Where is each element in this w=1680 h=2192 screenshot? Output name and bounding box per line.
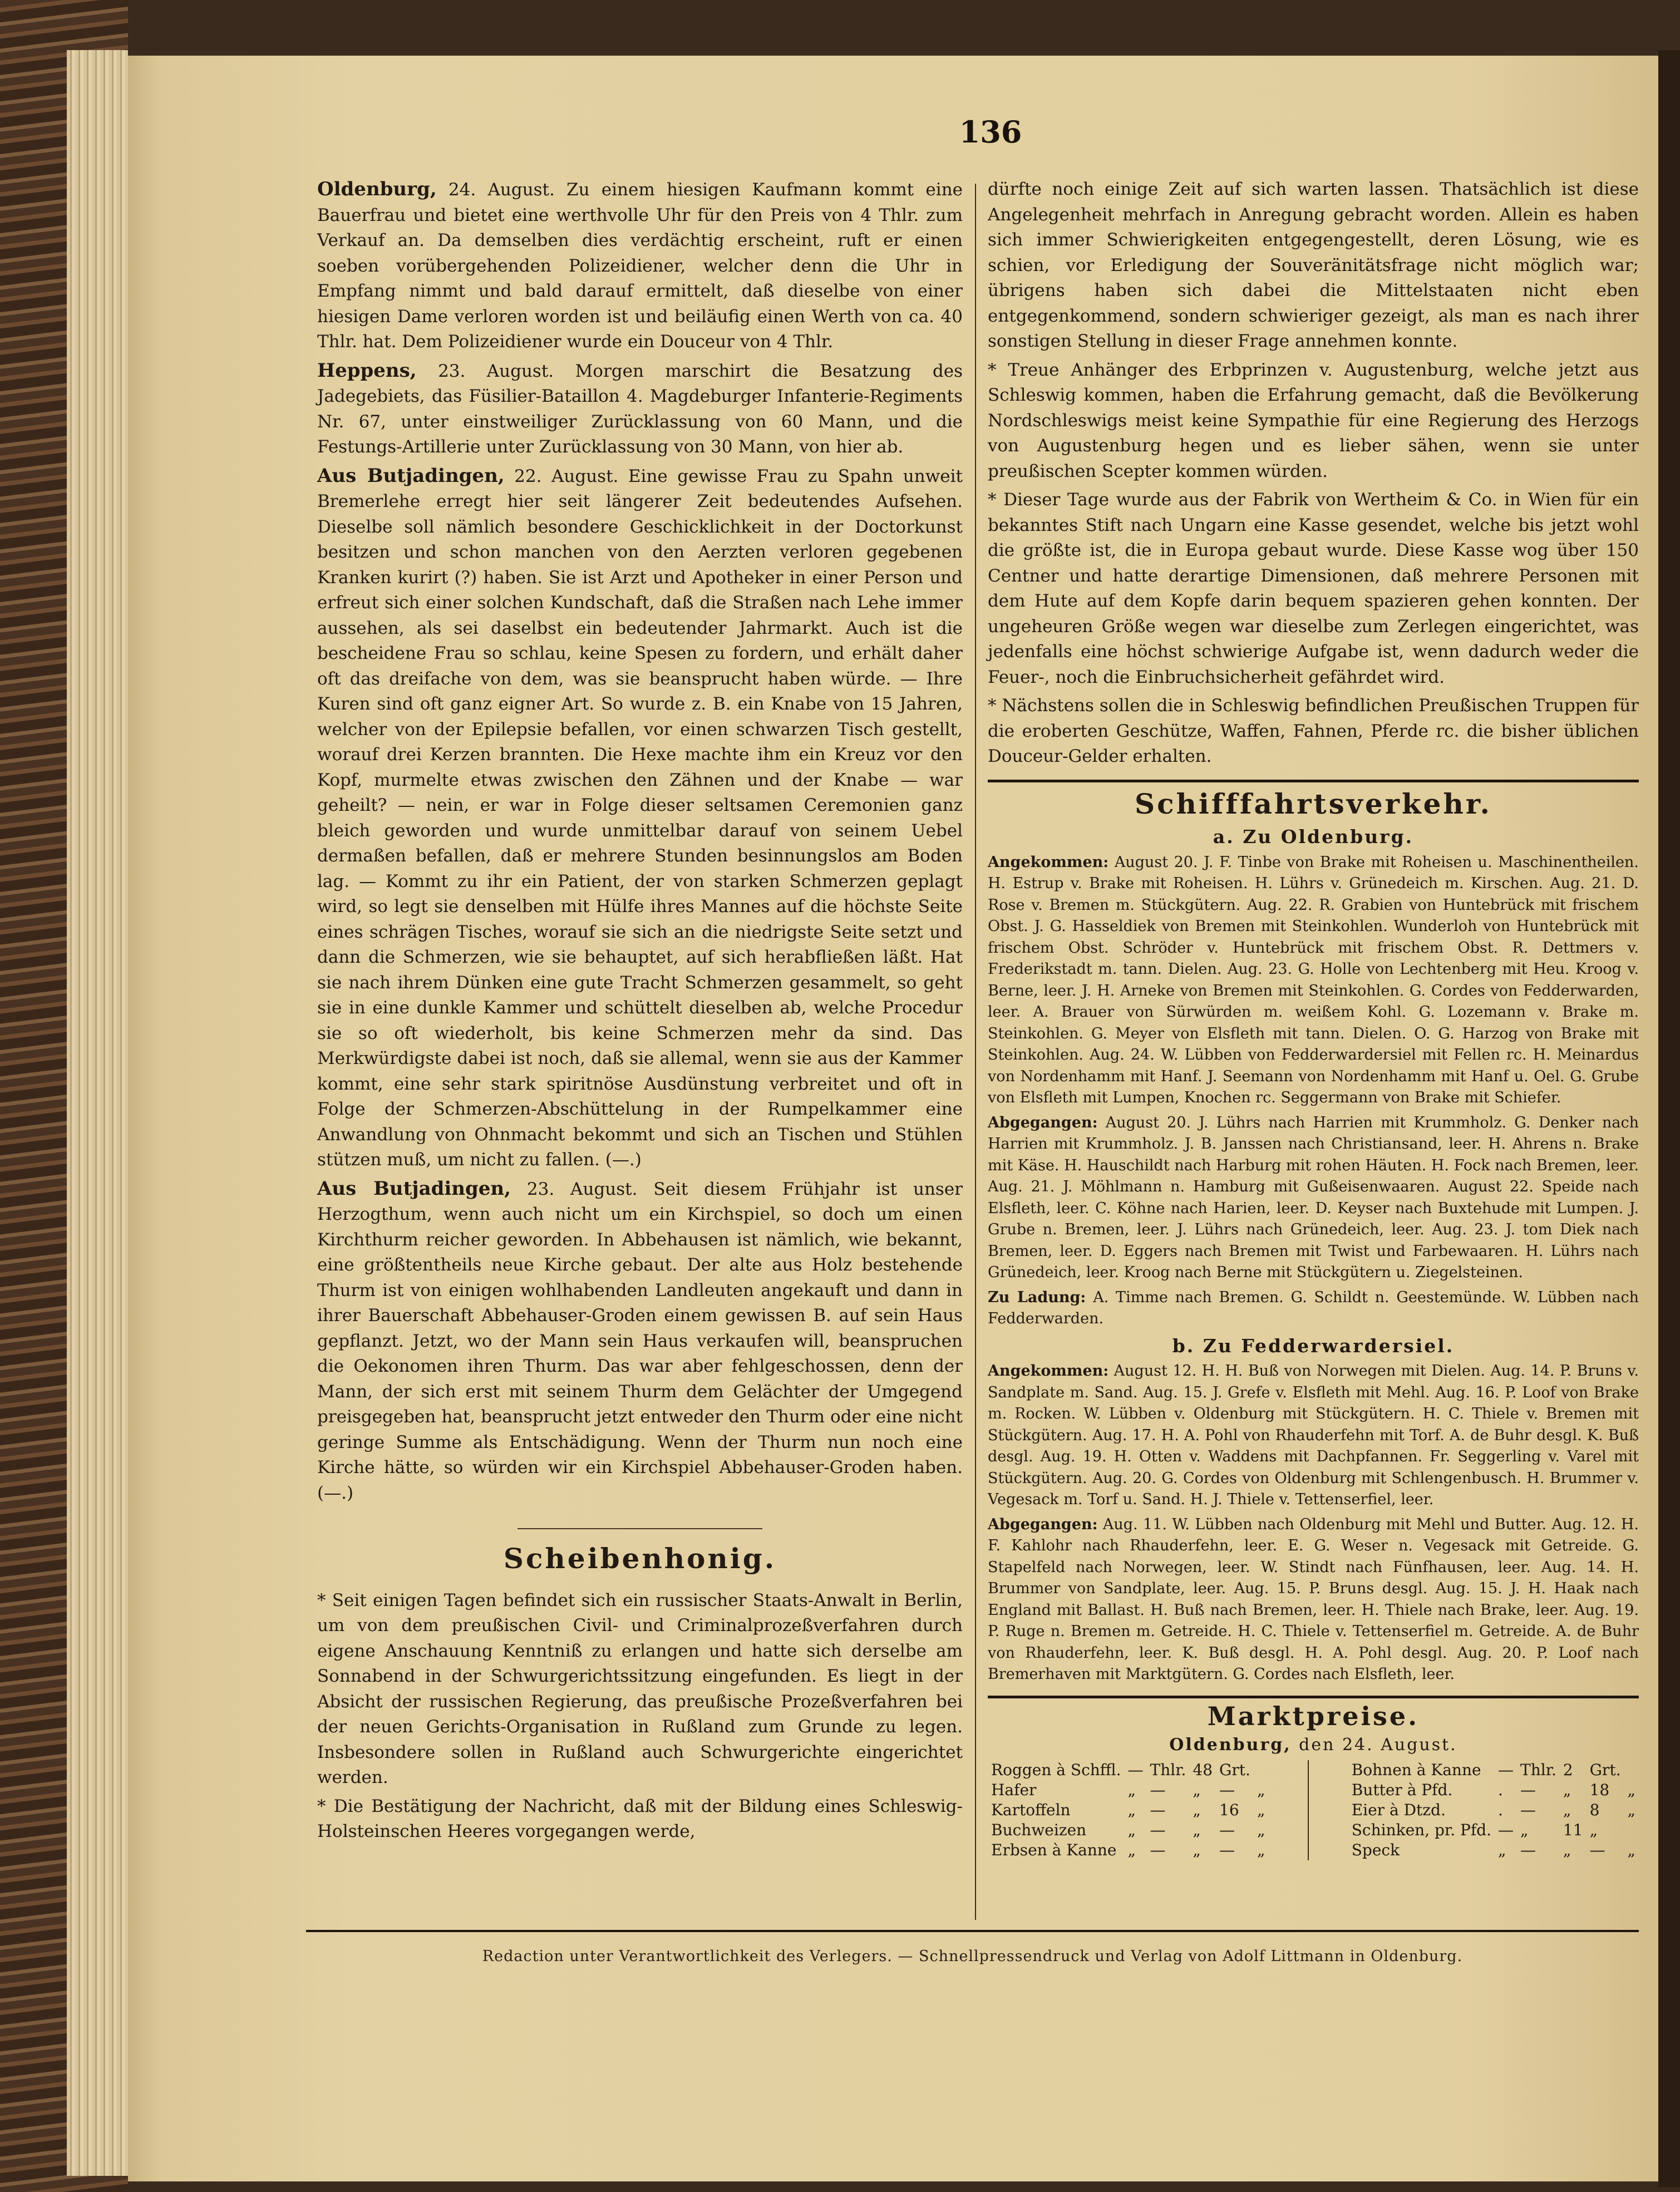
price-cell: „ (1127, 1840, 1136, 1859)
price-cell: Bohnen à Kanne (1351, 1760, 1481, 1779)
price-cell: — (1219, 1780, 1235, 1799)
price-cell: „ (1563, 1780, 1571, 1799)
ornament-separator (518, 1528, 762, 1529)
subsection-fedderwardersiel: b. Zu Fedderwardersiel. (1172, 1334, 1455, 1357)
article-butjadingen-1 (317, 464, 963, 1173)
price-cell: — (1127, 1760, 1144, 1779)
price-cell: Grt. (1219, 1760, 1250, 1779)
news-item: * Nächstens sollen die in Schleswig befindlichen Preußischen Truppen für die eroberten Geschütze, Waffen, Fahnen, Pferde rc. die bisher üblichen Douceur-Gelder erhalten. (988, 696, 1639, 766)
market-date: den 24. August. (1299, 1735, 1457, 1755)
price-row (1348, 1840, 1639, 1860)
label-loading: Zu Ladung: (988, 1288, 1086, 1306)
label-arrived: Angekommen: (988, 1362, 1109, 1380)
price-cell: „ (1257, 1820, 1265, 1839)
price-cell: Thlr. (1520, 1760, 1556, 1779)
news-item: dürfte noch einige Zeit auf sich warten lassen. Thatsächlich ist diese Angelegenheit mehrfach in Anregung gebracht worden. Allein es haben sich immer Schwierigkeiten entgegengestellt, deren Lösung, wie es schien, vor Erledigung der Souveränitätsfrage nicht möglich war; übrigens haben sich dabei die Mittelstaaten nicht eben entgegenkommend, sondern schwieriger gezeigt, als man es nach ihrer sonstigen Stellung in dieser Frage annehmen konnte. (988, 179, 1639, 351)
page-edges (67, 50, 128, 2176)
news-item: * Die Bestätigung der Nachricht, daß mit der Bildung eines Schleswig-Holsteinschen Heeres vorgegangen werde, (317, 1796, 963, 1841)
price-cell: „ (1520, 1820, 1529, 1839)
price-cell: — (1520, 1780, 1536, 1799)
price-cell: 16 (1219, 1800, 1239, 1819)
price-cell: — (1589, 1840, 1605, 1859)
price-cell: „ (1193, 1820, 1201, 1839)
article-butjadingen-2 (317, 1176, 963, 1506)
price-cell: Hafer (991, 1780, 1037, 1799)
departures-list: Aug. 11. W. Lübben nach Oldenburg mit Mehl und Butter. Aug. 12. H. F. Kahlohr nach Rhauderfehn, leer. E. G. Weser n. Vegesack mit Getreide. G. Stapelfeld nach Norwegen, leer. W. Stindt nach Fünfhausen, leer. Aug. 14. H. Brummer von Sandplate, leer. Aug. 15. P. Bruns desgl. Aug. 15. J. H. Haak nach England mit Ballast. H. Buß nach Bremen, leer. H. Thiele nach Brake, leer. Aug. 19. P. Ruge n. Bremen m. Getreide. H. C. Thiele v. Tettenserfiel m. Getreide. A. de Buhr von Rhauderfehn, leer. K. Buß desgl. H. A. Pohl desgl. Aug. 20. P. Loof nach Bremerhaven mit Marktgütern. G. Cordes nach Elsfleth, leer. (988, 1515, 1639, 1683)
left-column (317, 177, 963, 1848)
price-row (988, 1760, 1268, 1780)
article-heppens (317, 358, 963, 460)
price-cell: — (1150, 1840, 1166, 1859)
price-cell: „ (1193, 1780, 1201, 1799)
price-cell: — (1219, 1820, 1235, 1839)
price-table-left (988, 1760, 1268, 1860)
arrivals-list: August 12. H. H. Buß von Norwegen mit Dielen. Aug. 14. P. Bruns v. Sandplate m. Sand. Aug. 15. J. Grefe v. Elsfleth mit Mehl. Aug. 16. P. Loof von Brake m. Rocken. W. Lübben v. Oldenburg mit Stückgütern. H. C. Thiele v. Bremen mit Stückgütern. Aug. 17. H. A. Pohl von Rhauderfehn mit Torf. A. de Buhr desgl. K. Buß desgl. Aug. 19. H. Otten v. Waddens mit Dachpfannen. Fr. Seggerling v. Varel mit Stückgütern. Aug. 20. G. Cordes von Oldenburg mit Schlengenbusch. H. Brummer v. Vegesack m. Torf u. Sand. H. J. Thiele v. Tettenserfiel, leer. (988, 1362, 1639, 1508)
departures-list: August 20. J. Lührs nach Harrien mit Krummholz. G. Denker nach Harrien mit Krummholz. J. B. Janssen nach Christiansand, leer. H. Ahrens n. Brake mit Käse. H. Hauschildt nach Harburg mit rohen Häuten. H. Fock nach Bremen, leer. Aug. 21. J. Möhlmann n. Hamburg mit Gußeisenwaaren. August 22. Speide nach Elsfleth, leer. C. Köhne nach Harien, leer. D. Keyser nach Buxtehude mit Lumpen. J. Grube n. Bremen, leer. J. Lührs nach Grünedeich, leer. Aug. 23. J. tom Diek nach Bremen, leer. D. Eggers nach Bremen mit Twist und Farbewaaren. H. Lührs nach Grünedeich, leer. Kroog nach Berne mit Stückgütern u. Ziegelsteinen. (988, 1114, 1639, 1281)
price-cell: 8 (1589, 1800, 1600, 1819)
price-cell: „ (1127, 1800, 1136, 1819)
article-heading: Heppens, (317, 359, 417, 382)
price-table-right (1348, 1760, 1639, 1860)
price-cell: 2 (1563, 1760, 1573, 1779)
price-cell: Butter à Pfd. (1351, 1780, 1453, 1799)
article-heading: Oldenburg, (317, 178, 437, 200)
page-border (1658, 50, 1680, 2187)
price-cell: Schinken, pr. Pfd. (1351, 1820, 1492, 1839)
shipping-fedderwardersiel (988, 1361, 1639, 1686)
price-row (988, 1800, 1268, 1820)
book-spine (0, 0, 128, 2192)
article-text: 23. August. Seit diesem Frühjahr ist unser Herzogthum, wenn auch nicht um ein Kirchspiel, so doch um einen Kirchthurm reicher geworden. In Abbehausen ist nämlich, wie bekannt, eine größtentheils neue Kirche gebaut. Der alte aus Holz bestehende Thurm ist von einigen wohlhabenden Landleuten angekauft und dann in ihrer Bauerschaft Abbehauser-Groden einem gewissen B. auf sein Haus gepflanzt. Jetzt, wo der Mann sein Haus verkaufen will, beanspruchen die Oekonomen ihren Thurm. Das war aber fehlgeschossen, denn der Mann, der sich erst mit seinem Thurm dem Gelächter der Umgegend preisgegeben hat, beansprucht jetzt entweder den Thurm oder eine nicht geringe Summe als Entschädigung. Wenn der Thurm nun noch eine Kirche hätte, so würden wir ein Kirchspiel Abbehauser-Groden haben. (—.) (317, 1179, 963, 1503)
price-row (988, 1840, 1268, 1860)
price-cell: „ (1127, 1820, 1136, 1839)
market-place: Oldenburg, (1169, 1735, 1292, 1755)
price-row (1348, 1820, 1639, 1840)
price-row (1348, 1780, 1639, 1800)
article-heading: Aus Butjadingen, (317, 464, 505, 487)
price-row (1348, 1800, 1639, 1820)
section-title-shipping: Schifffahrtsverkehr. (1135, 787, 1492, 820)
table-divider (1308, 1760, 1309, 1860)
price-cell: Erbsen à Kanne (991, 1840, 1117, 1859)
price-cell: Roggen à Schffl. (991, 1760, 1121, 1779)
loading-list: A. Timme nach Bremen. G. Schildt n. Geestemünde. W. Lübben nach Fedderwarden. (988, 1288, 1639, 1327)
price-cell: — (1520, 1800, 1536, 1819)
article-heading: Aus Butjadingen, (317, 1177, 511, 1200)
section-rule (988, 1696, 1639, 1698)
article-text: 22. August. Eine gewisse Frau zu Spahn unweit Bremerlehe erregt hier seit längerer Zeit bedeutendes Aufsehen. Dieselbe soll nämlich besondere Geschicklichkeit in der Doctorkunst besitzen und schon manchen von den Aerzten verloren gegebenen Kranken kurirt (?) haben. Sie ist Arzt und Apotheker in einer Person und erfreut sich einer solchen Kundschaft, daß die Straßen nach Lehe immer aussehen, als sei daselbst ein bedeutender Jahrmarkt. Auch ist die bescheidene Frau so schlau, keine Spesen zu fordern, und erhält daher oft das dreifache von dem, was sie beansprucht haben würde. — Ihre Kuren sind oft ganz eigner Art. So wurde z. B. ein Knabe von 15 Jahren, welcher von der Epilepsie befallen, vor einen schwarzen Tisch gestellt, worauf drei Kerzen brannten. Die Hexe machte ihm ein Kreuz vor den Kopf, murmelte etwas zwischen den Zähnen und der Knabe — war geheilt? — nein, er war in Folge dieser seltsamen Ceremonien ganz bleich geworden und wurde unmittelbar darauf von seinem Uebel dermaßen befallen, daß er mehrere Stunden besinnungslos am Boden lag. — Kommt zu ihr ein Patient, der von starken Schmerzen geplagt wird, so legt sie denselben mit Hülfe ihres Mannes auf die höchste Seite eines schrägen Tisches, worauf sie sich an die niedrigste Seite setzt und dann die Schmerzen, wie sie behauptet, auf sich herabfließen läßt. Hat sie nach ihrem Dünken eine gute Tracht Schmerzen gesammelt, so geht sie in eine dunkle Kammer und schüttelt dieselben ab, welche Procedur sie so oft wiederholt, bis keine Schmerzen mehr da sind. Das Merkwürdigste dabei ist noch, daß sie allemal, wenn sie aus der Kammer kommt, eine sehr stark spiritnöse Ausdünstung verbreitet und oft in Folge der Schmerzen-Abschüttelung in der Rumpelkammer eine Anwandlung von Ohnmacht bekommt und sich an Tischen und Stühlen stützen muß, um nicht zu fallen. (—.) (317, 466, 963, 1170)
price-cell: 48 (1193, 1760, 1213, 1779)
price-cell: Kartoffeln (991, 1800, 1071, 1819)
price-row (1348, 1760, 1639, 1780)
price-cell: . (1498, 1780, 1503, 1799)
price-cell: . (1498, 1800, 1503, 1819)
news-item: * Dieser Tage wurde aus der Fabrik von Wertheim & Co. in Wien für ein bekanntes Stift nach Ungarn eine Kasse gesendet, welche bis jetzt wohl die größte ist, die in Europa gebaut wurde. Diese Kasse wog über 150 Centner und hatte derartige Dimensionen, daß mehrere Personen mit dem Hute auf dem Kopfe darin bequem spazieren gehen konnten. Der ungeheuren Größe wegen war dieselbe zum Zerlegen eingerichtet, was jedenfalls eine höchst schwierige Aufgabe ist, wenn dadurch weder die Feuer-, noch die Einbruchsicherheit gefährdet wird. (988, 490, 1639, 687)
arrivals-list: August 20. J. F. Tinbe von Brake mit Roheisen u. Maschinentheilen. H. Estrup v. Brake mit Roheisen. H. Lührs v. Grünedeich m. Kirschen. Aug. 21. D. Rose v. Bremen m. Stückgütern. Aug. 22. R. Grabien von Huntebrück mit frischem Obst. J. G. Hasseldiek von Bremen mit Steinkohlen. Wunderloh von Huntebrück mit frischem Obst. Schröder v. Huntebrück mit frischem Obst. R. Dettmers v. Frederikstadt m. tann. Dielen. Aug. 23. G. Holle von Lechtenberg mit Heu. Kroog v. Berne, leer. J. H. Arneke von Bremen mit Steinkohlen. G. Cordes von Fedderwarden, leer. A. Brauer von Sürwürden m. weißem Kohl. G. Lozemann v. Brake m. Steinkohlen. G. Meyer von Elsfleth mit tann. Dielen. O. G. Harzog von Brake mit Steinkohlen. Aug. 24. W. Lübben von Fedderwardersiel mit Fellen rc. H. Meinardus von Nordenhamm mit Hanf. J. Seemann von Nordenhamm mit Hanf u. Oel. G. Grube von Elsfleth mit Lumpen, Knochen rc. Seggermann von Brake mit Schiefer. (988, 853, 1639, 1106)
section-rule (988, 780, 1639, 782)
right-column (988, 177, 1639, 1860)
price-cell: — (1219, 1840, 1235, 1859)
footer-rule (306, 1930, 1639, 1932)
shipping-oldenburg (988, 852, 1639, 1330)
price-cell: „ (1563, 1840, 1571, 1859)
imprint-footer: Redaction unter Verantwortlichkeit des Verlegers. — Schnellpressendruck und Verlag von Adolf Littmann in Oldenburg. (482, 1948, 1463, 1965)
label-arrived: Angekommen: (988, 853, 1109, 871)
price-cell: — (1150, 1800, 1166, 1819)
article-text: 23. August. Morgen marschirt die Besatzung des Jadegebiets, das Füsilier-Bataillon 4. Magdeburger Infanterie-Regiments Nr. 67, unter einstweiliger Zurücklassung von 60 Mann, und die Festungs-Artillerie unter Zurücklassung von 30 Mann, von hier ab. (317, 361, 963, 457)
price-cell: Buchweizen (991, 1820, 1087, 1839)
price-cell: — (1520, 1840, 1536, 1859)
price-cell: „ (1498, 1840, 1506, 1859)
article-text: 24. August. Zu einem hiesigen Kaufmann kommt eine Bauerfrau und bietet eine werthvolle Uhr für den Preis von 4 Thlr. zum Verkauf an. Da demselben dies verdächtig erscheint, ruft er einen soeben vorübergehenden Polizeidiener, welcher denn die Uhr in Empfang nimmt und bald darauf ermittelt, daß dieselbe von einer hiesigen Dame verloren worden ist und beiläufig einen Werth von ca. 40 Thlr. hat. Dem Polizeidiener wurde ein Douceur von 4 Thlr. (317, 180, 963, 352)
price-cell: „ (1627, 1840, 1635, 1859)
price-cell: „ (1127, 1780, 1136, 1799)
article-oldenburg (317, 177, 963, 355)
price-cell: „ (1589, 1820, 1598, 1839)
price-row (988, 1780, 1268, 1800)
label-departed: Abgegangen: (988, 1515, 1098, 1533)
price-row (988, 1820, 1268, 1840)
price-cell: Thlr. (1150, 1760, 1186, 1779)
news-item: * Seit einigen Tagen befindet sich ein russischer Staats-Anwalt in Berlin, um von dem preußischen Civil- und Criminalprozeßverfahren durch eigene Anschauung Kenntniß zu erlangen und hatte sich derselbe am Sonnabend in der Schwurgerichtssitzung eingefunden. Es liegt in der Absicht der russischen Regierung, das preußische Prozeßverfahren bei der neuen Gerichts-Organisation in Rußland zum Grunde zu legen. Insbesondere sollen in Rußland auch Schwurgerichte eingerichtet werden. (317, 1590, 963, 1787)
price-cell: „ (1563, 1800, 1571, 1819)
column-divider (975, 184, 976, 1920)
price-cell: „ (1257, 1800, 1265, 1819)
price-cell: — (1498, 1760, 1514, 1779)
news-item: * Treue Anhänger des Erbprinzen v. Augustenburg, welche jetzt aus Schleswig kommen, haben die Erfahrung gemacht, daß die Bevölkerung Nordschleswigs meist keine Sympathie für eine Regierung des Herzogs von Augustenburg hegen und es lieber sähen, wenn sie unter preußischen Scepter kommen würden. (988, 359, 1639, 481)
price-cell: Speck (1351, 1840, 1400, 1859)
subsection-oldenburg: a. Zu Oldenburg. (1213, 826, 1414, 848)
price-cell: — (1150, 1820, 1166, 1839)
price-cell: „ (1193, 1800, 1201, 1819)
section-title-scheibenhonig: Scheibenhonig. (503, 1542, 777, 1575)
price-cell: — (1150, 1780, 1166, 1799)
price-cell: „ (1257, 1780, 1265, 1799)
price-cell: 11 (1563, 1820, 1583, 1839)
price-cell: „ (1627, 1800, 1635, 1819)
page-number: 136 (959, 114, 1022, 150)
price-cell: Eier à Dtzd. (1351, 1800, 1446, 1819)
market-prices (988, 1760, 1639, 1860)
price-cell: Grt. (1589, 1760, 1621, 1779)
price-cell: „ (1627, 1780, 1635, 1799)
market-dateline (988, 1732, 1639, 1758)
label-departed: Abgegangen: (988, 1114, 1098, 1131)
price-cell: — (1498, 1820, 1514, 1839)
price-cell: 18 (1589, 1780, 1610, 1799)
section-title-market: Marktpreise. (1207, 1701, 1420, 1731)
price-cell: „ (1193, 1840, 1201, 1859)
price-cell: „ (1257, 1840, 1265, 1859)
